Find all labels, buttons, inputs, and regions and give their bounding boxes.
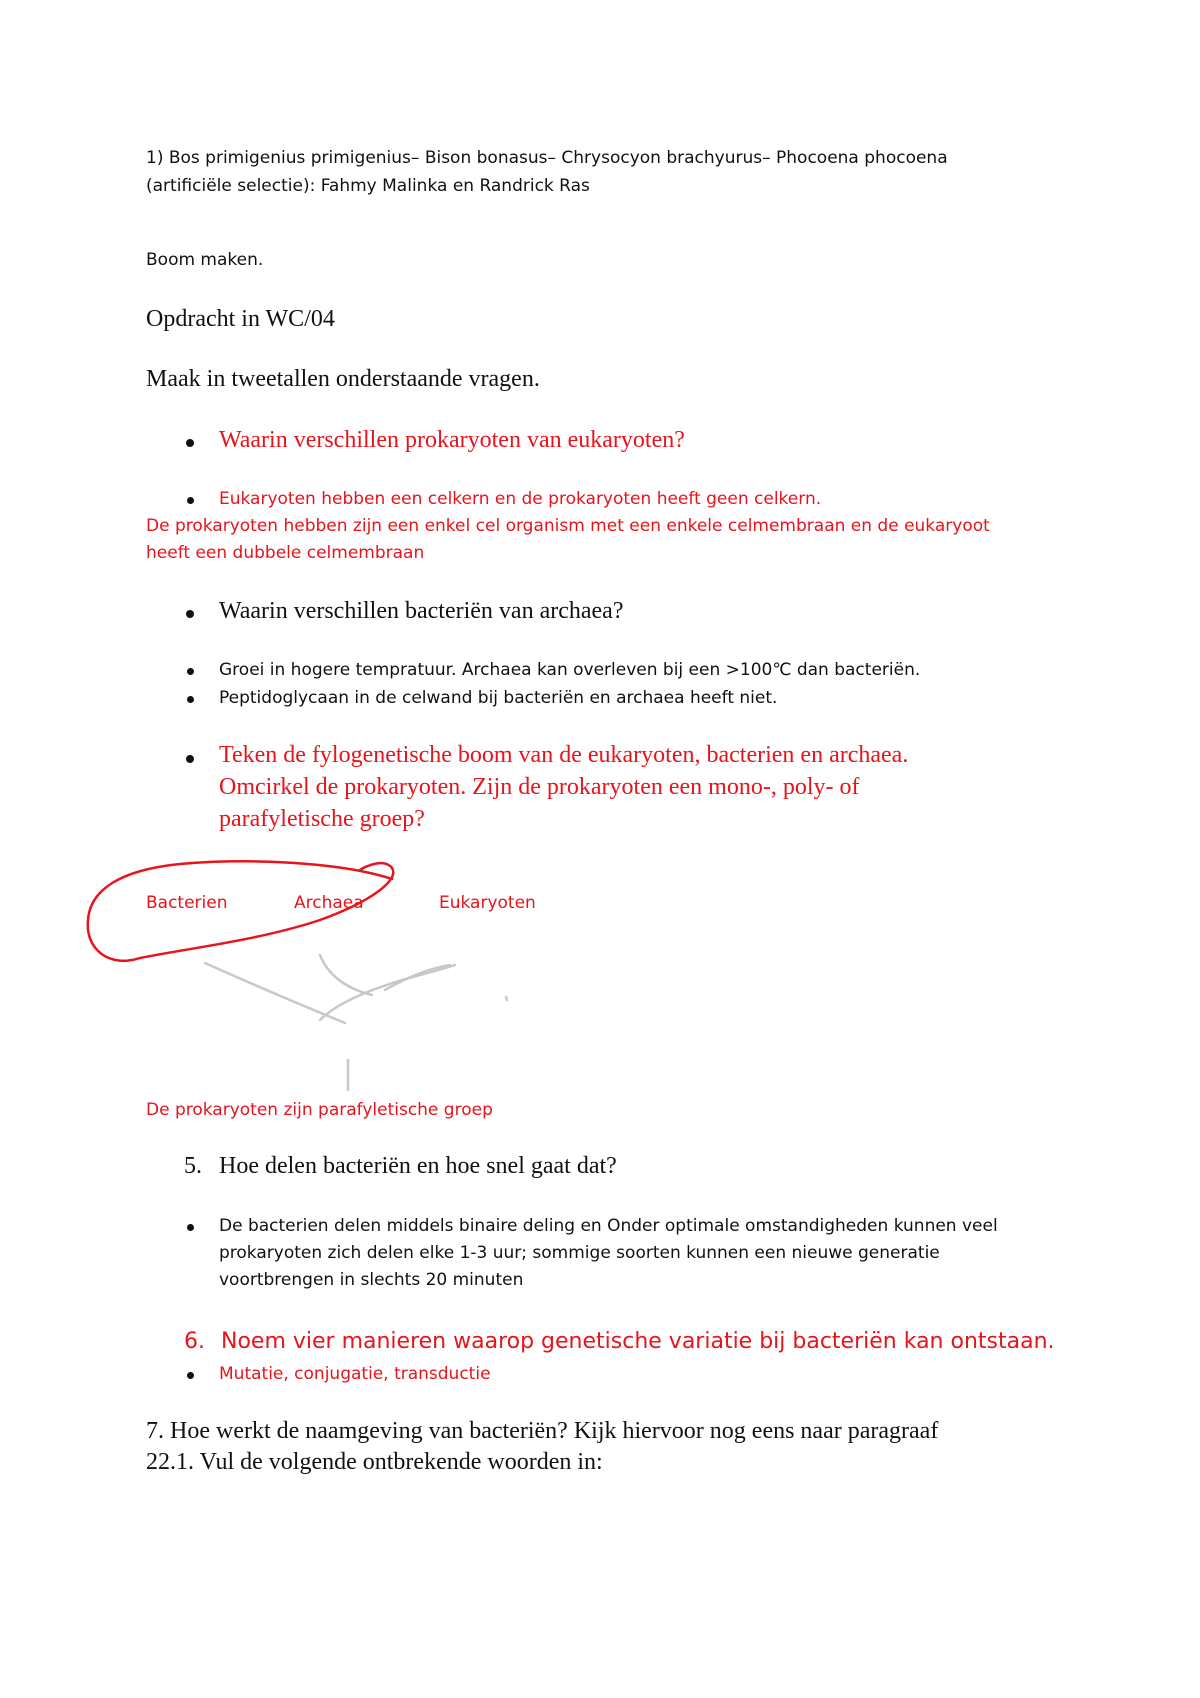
- intro-line-1: 1) Bos primigenius primigenius– Bison bonasus– Chrysocyon brachyurus– Phocoena phocoena: [146, 148, 948, 168]
- question-5-number: 5.: [184, 1153, 202, 1179]
- question-6-number: 6.: [184, 1329, 205, 1354]
- tree-mark: [506, 997, 507, 1000]
- answer-deling-line-2: prokaryoten zich delen elke 1-3 uur; sommige soorten kunnen een nieuwe generatie: [219, 1243, 940, 1263]
- tree-branch-archaea: [320, 955, 372, 995]
- answer-peptidoglycaan: Peptidoglycaan in de celwand bij bacteriën en archaea heeft niet.: [219, 688, 778, 708]
- intro-line-2: (artificiële selectie): Fahmy Malinka en Randrick Ras: [146, 176, 590, 196]
- answer-celmembraan-line-2: heeft een dubbele celmembraan: [146, 543, 425, 563]
- question-bacterien-archaea: Waarin verschillen bacteriën van archaea?: [219, 598, 624, 624]
- question-delen-bacterien: Hoe delen bacteriën en hoe snel gaat dat?: [219, 1153, 617, 1179]
- bullet-icon: [187, 1224, 194, 1231]
- question-fylogenetische-boom-line-2: Omcirkel de prokaryoten. Zijn de prokaryoten een mono-, poly- of: [219, 774, 860, 800]
- tree-label-bacterien: Bacterien: [146, 893, 228, 913]
- tree-label-archaea: Archaea: [294, 893, 364, 913]
- question-fylogenetische-boom-line-3: parafyletische groep?: [219, 806, 425, 832]
- tree-branch-bacterien: [205, 963, 345, 1023]
- answer-temperatuur: Groei in hogere tempratuur. Archaea kan overleven bij een >100℃ dan bacteriën.: [219, 660, 921, 680]
- question-genetische-variatie: Noem vier manieren waarop genetische variatie bij bacteriën kan ontstaan.: [221, 1329, 1055, 1354]
- tree-label-eukaryoten: Eukaryoten: [439, 893, 536, 913]
- tree-branch-trunk: [320, 965, 455, 1020]
- question-7-line-2: 22.1. Vul de volgende ontbrekende woorden in:: [146, 1449, 603, 1475]
- instruction-heading: Maak in tweetallen onderstaande vragen.: [146, 366, 540, 392]
- answer-mutatie: Mutatie, conjugatie, transductie: [219, 1364, 491, 1384]
- answer-celkern: Eukaryoten hebben een celkern en de prokaryoten heeft geen celkern.: [219, 489, 822, 509]
- question-7-line-1: 7. Hoe werkt de naamgeving van bacteriën? Kijk hiervoor nog eens naar paragraaf: [146, 1418, 939, 1444]
- question-fylogenetische-boom-line-1: Teken de fylogenetische boom van de eukaryoten, bacterien en archaea.: [219, 742, 909, 768]
- answer-deling-line-3: voortbrengen in slechts 20 minuten: [219, 1270, 524, 1290]
- answer-celmembraan-line-1: De prokaryoten hebben zijn een enkel cel organism met een enkele celmembraan en de eukaryoot: [146, 516, 990, 536]
- boom-maken-text: Boom maken.: [146, 250, 264, 270]
- answer-deling-line-1: De bacterien delen middels binaire deling en Onder optimale omstandigheden kunnen veel: [219, 1216, 998, 1236]
- bullet-icon: [187, 1372, 194, 1379]
- page-title: Opdracht in WC/04: [146, 306, 335, 332]
- question-prokaryoten-eukaryoten: Waarin verschillen prokaryoten van eukaryoten?: [219, 427, 685, 453]
- answer-parafyletisch: De prokaryoten zijn parafyletische groep: [146, 1100, 493, 1120]
